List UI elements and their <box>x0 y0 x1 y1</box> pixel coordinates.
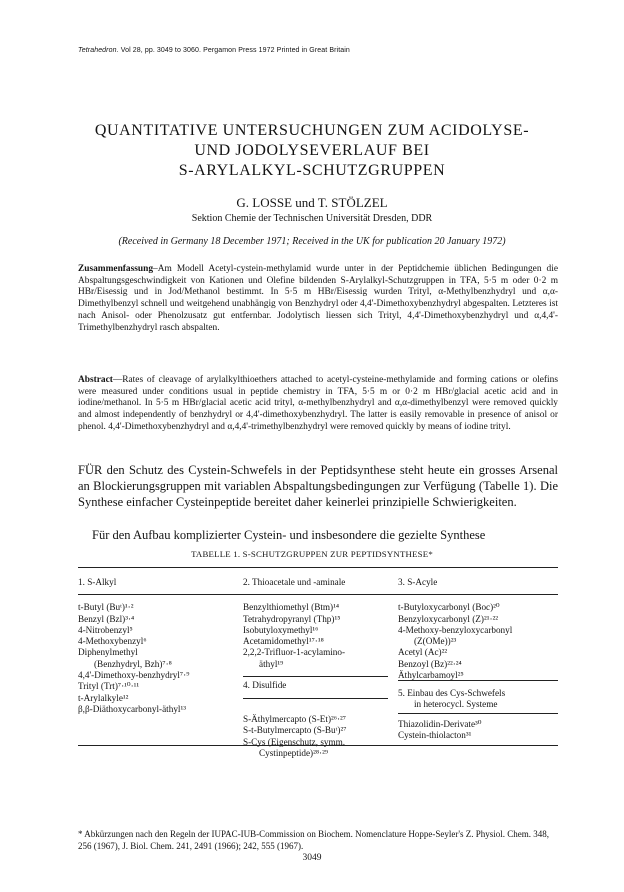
received-line: (Received in Germany 18 December 1971; Received in the UK for publication 20 January 1972) <box>118 236 506 247</box>
table-cell: Cystein-thiolacton³¹ <box>398 730 472 741</box>
table-cell: t-Arylalkyle¹² <box>78 692 129 703</box>
col-3-subheader-1: 5. Einbau des Cys-Schwefels <box>398 688 506 698</box>
table-cell: (Z(OMe))²³ <box>414 636 457 647</box>
table-cell: Benzylthiomethyl (Btm)¹⁴ <box>243 602 340 613</box>
table-bottom-rule <box>78 745 558 746</box>
zusammenfassung-text: –Am Modell Acetyl-cystein-methylamid wurde unter in der Peptidchemie üblichen Bedingungen die Abspaltungsgeschwindigkeit von Kationen und Olefine bildenden S-Arylalkyl-Schutzgruppen in TFA, 5·5 m oder 0·2 m HBr/Eisessig und in Jod/Methanol bestimmt. In 5·5 m HBr/Eisessig wurden Trityl, α-Methylbenzhydryl und α,α-Dimethylbenzyl schnell und weitgehend unabhängig von Benzhydryl oder 4,4'-Dimethoxybenzhydryl abgespalten. Letzteres ist nach Anisol- oder Phenolzusatz gut entfernbar. Jodolytisch liessen sich Trityl, 4,4'-Dimethoxybenzhydryl und α,4,4'-Trimethylbenzhydryl rasch abspalten. <box>78 264 558 333</box>
table-cell: S-t-Butylmercapto (S-Buᵗ)²⁷ <box>243 725 347 736</box>
journal-details: Vol 28, pp. 3049 to 3060. Pergamon Press 1972 Printed in Great Britain <box>120 47 350 54</box>
col-2-rule-2 <box>243 698 388 699</box>
abstract-text: —Rates of cleavage of arylalkylthioethers attached to acetyl-cysteine-methylamide and forming cations or olefins were measured under conditions usual in peptide chemistry in TFA, 5·5 m or 0·2 m HBr/glacial acetic acid and in iodine/methanol. In 5·5 m HBr/glacial acetic acid trityl, α-methylbenzhydryl and α,α-dimethylbenzyl were removed quickly and almost independently of benzhydryl or 4,4'-dimethoxybenzhydryl. The latter is easily removable in presence of anisol or phenol. 4,4'-Dimethoxybenzhydryl and α,4,4'-trimethylbenzhydryl were removed quickly by means of iodine trityl. <box>78 375 558 432</box>
body-paragraph-1: FÜR den Schutz des Cystein-Schwefels in der Peptidsynthese steht heute ein grosses Arsenal an Blockierungsgruppen mit variablen Abspaltungsbedingungen zur Verfügung (Tabelle 1). Die Synthese einfacher Cysteinpeptide bereitet daher keinerlei prinzipielle Schwierigkeiten. <box>78 463 558 509</box>
col-1-header: 1. S-Alkyl <box>78 577 117 587</box>
table-cell: 2,2,2-Trifluor-1-acylamino- <box>243 647 346 658</box>
table-cell: Thiazolidin-Derivate³⁰ <box>398 719 482 729</box>
title-line-1: QUANTITATIVE UNTERSUCHUNGEN ZUM ACIDOLYSE- <box>94 122 530 139</box>
col-3-rule-2 <box>398 713 558 714</box>
title-line-2: UND JODOLYSEVERLAUF BEI <box>194 142 430 159</box>
zusammenfassung-label: Zusammenfassung <box>78 264 154 274</box>
table-col-3-section-5 <box>398 688 558 711</box>
table-cell: Isobutyloxymethyl¹⁶ <box>243 624 319 635</box>
table-col-2-section-4 <box>243 680 393 691</box>
table-cell: S-Cys (Eigenschutz, symm. <box>243 736 346 747</box>
table-cell: Acetamidomethyl¹⁷·¹⁸ <box>243 636 324 647</box>
table-cell: Diphenylmethyl <box>78 647 138 658</box>
abstract-label: Abstract <box>78 375 113 385</box>
table-cell: Äthylcarbamoyl²⁵ <box>398 670 464 681</box>
table-cell: 4,4'-Dimethoxy-benzhydryl⁷·⁹ <box>78 670 190 681</box>
table-cell: Acetyl (Ac)²² <box>398 647 448 658</box>
col-2-header: 2. Thioacetale und -aminale <box>243 577 346 587</box>
table-top-rule <box>78 567 558 568</box>
table-cell: Benzyl (Bzl)³·⁴ <box>78 613 135 624</box>
table-cell: Trityl (Trt)⁷·¹⁰·¹¹ <box>78 681 140 692</box>
col-3-header: 3. S-Acyle <box>398 577 438 587</box>
table-caption: TABELLE 1. S-SCHUTZGRUPPEN ZUR PEPTIDSYNTHESE* <box>191 549 433 559</box>
table-cell: äthyl¹⁹ <box>259 658 284 669</box>
table-cell: 4-Methoxy-benzyloxycarbonyl <box>398 624 513 635</box>
page-number: 3049 <box>302 853 322 863</box>
table-col-1 <box>78 577 238 715</box>
table-col-2 <box>243 577 393 670</box>
table-cell: t-Butyl (Buᵗ)¹·² <box>78 602 134 613</box>
table-header-rule <box>78 594 558 595</box>
table-cell: β,β-Diäthoxycarbonyl-äthyl¹³ <box>78 703 186 714</box>
table-cell: Tetrahydropyranyl (Thp)¹⁵ <box>243 613 341 624</box>
journal-name: Tetrahedron. <box>78 47 119 54</box>
journal-line <box>78 47 350 54</box>
table-cell: 4-Nitrobenzyl⁵ <box>78 624 133 635</box>
table-cell: (Benzhydryl, Bzh)⁷·⁸ <box>94 658 172 669</box>
body-paragraph-2: Für den Aufbau komplizierter Cystein- und insbesondere die gezielte Synthese <box>92 528 486 542</box>
footnote: * Abkürzungen nach den Regeln der IUPAC-IUB-Commission on Biochem. Nomenclature Hoppe-Seyler's Z. Physiol. Chem. 348, 256 (1967), J. Biol. Chem. 241, 2491 (1966); 242, 555 (1967). <box>78 829 549 851</box>
table-cell: Benzyloxycarbonyl (Z)²¹·²² <box>398 613 499 624</box>
table-col-3-sub-items <box>398 719 558 742</box>
table-cell: t-Butyloxycarbonyl (Boc)²⁰ <box>398 602 500 613</box>
table-col-2-sub-items <box>243 714 393 759</box>
authors: G. LOSSE und T. STÖLZEL <box>236 195 388 210</box>
col-3-rule-1 <box>398 680 558 681</box>
abstract <box>78 375 558 434</box>
table-cell: S-Äthylmercapto (S-Et)²⁶·²⁷ <box>243 714 347 724</box>
table-cell: Benzoyl (Bz)²²·²⁴ <box>398 658 462 669</box>
affiliation: Sektion Chemie der Technischen Universität Dresden, DDR <box>191 213 433 224</box>
zusammenfassung <box>78 264 558 334</box>
title-line-3: S-ARYLALKYL-SCHUTZGRUPPEN <box>178 162 446 179</box>
table-col-3 <box>398 577 558 681</box>
col-2-subheader: 4. Disulfide <box>243 680 287 690</box>
table-cell: 4-Methoxybenzyl⁶ <box>78 636 147 647</box>
table-cell: Cystinpeptide)²⁸·²⁹ <box>259 747 329 758</box>
col-3-subheader-2: in heterocycl. Systeme <box>414 699 498 710</box>
col-1-items <box>78 602 238 715</box>
col-2-rule-1 <box>243 676 388 677</box>
